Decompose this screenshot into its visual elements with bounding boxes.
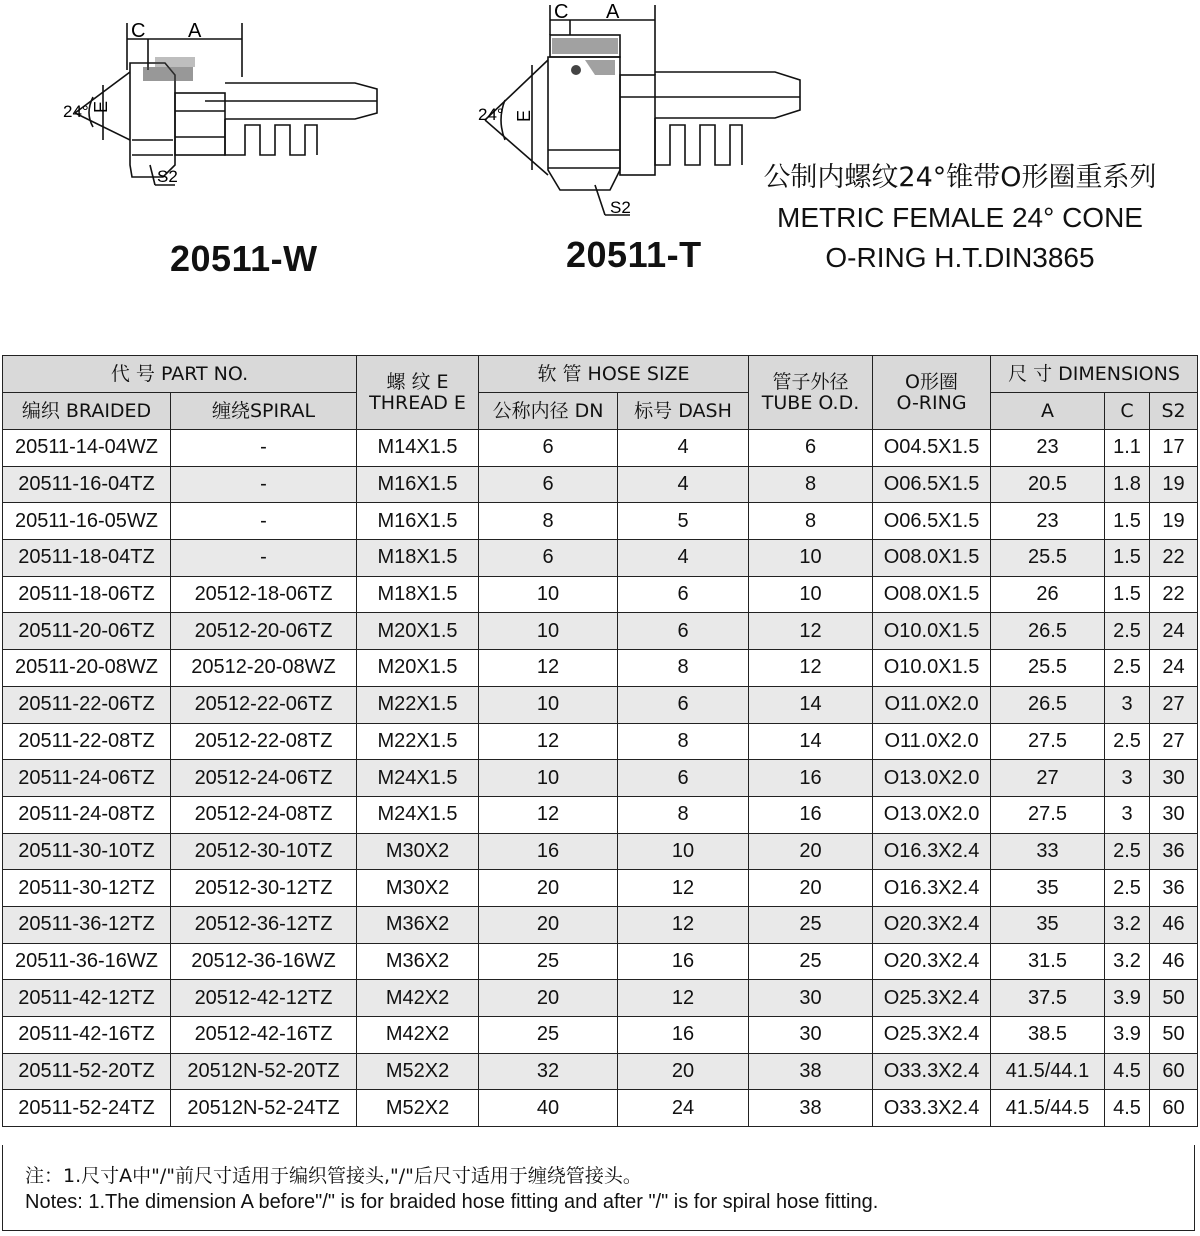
cell-s2: 17 <box>1150 430 1198 467</box>
header-dimensions: 尺 寸 DIMENSIONS <box>991 356 1198 393</box>
cell-thread: M52X2 <box>357 1090 479 1127</box>
cell-thread: M52X2 <box>357 1053 479 1090</box>
cell-braided: 20511-36-16WZ <box>3 943 171 980</box>
cell-dn: 6 <box>479 540 618 577</box>
cell-spiral: 20512-22-06TZ <box>171 686 357 723</box>
cell-oring: O13.0X2.0 <box>873 796 991 833</box>
table-row <box>3 760 1198 797</box>
cell-dn: 10 <box>479 613 618 650</box>
cell-s2: 19 <box>1150 503 1198 540</box>
cell-dash: 6 <box>618 686 749 723</box>
cell-braided: 20511-16-04TZ <box>3 466 171 503</box>
cell-a: 33 <box>991 833 1105 870</box>
cell-a: 23 <box>991 430 1105 467</box>
cell-a: 27.5 <box>991 796 1105 833</box>
cell-oring: O13.0X2.0 <box>873 760 991 797</box>
header-part-no: 代 号 PART NO. <box>3 356 357 393</box>
cell-thread: M30X2 <box>357 833 479 870</box>
cell-braided: 20511-20-06TZ <box>3 613 171 650</box>
cell-tube: 14 <box>749 723 873 760</box>
cell-spiral: - <box>171 430 357 467</box>
cell-c: 3.2 <box>1105 906 1150 943</box>
cell-a: 41.5/44.5 <box>991 1090 1105 1127</box>
cell-braided: 20511-18-06TZ <box>3 576 171 613</box>
cell-dash: 5 <box>618 503 749 540</box>
cell-a: 38.5 <box>991 1017 1105 1054</box>
cell-tube: 12 <box>749 650 873 687</box>
cell-oring: O04.5X1.5 <box>873 430 991 467</box>
cell-tube: 30 <box>749 1017 873 1054</box>
cell-s2: 36 <box>1150 833 1198 870</box>
cell-c: 3.9 <box>1105 980 1150 1017</box>
cell-thread: M24X1.5 <box>357 796 479 833</box>
cell-dash: 12 <box>618 870 749 907</box>
cell-braided: 20511-36-12TZ <box>3 906 171 943</box>
spec-table-body <box>3 430 1198 1127</box>
cell-oring: O08.0X1.5 <box>873 540 991 577</box>
cell-thread: M18X1.5 <box>357 576 479 613</box>
header-braided: 编织 BRAIDED <box>3 393 171 430</box>
cell-dn: 12 <box>479 650 618 687</box>
cell-oring: O25.3X2.4 <box>873 1017 991 1054</box>
cell-dn: 6 <box>479 430 618 467</box>
label-angle: 24° <box>478 105 504 124</box>
cell-oring: O33.3X2.4 <box>873 1090 991 1127</box>
cell-s2: 22 <box>1150 540 1198 577</box>
cell-dash: 12 <box>618 906 749 943</box>
cell-spiral: - <box>171 540 357 577</box>
header-oring <box>873 356 991 430</box>
cell-dn: 25 <box>479 1017 618 1054</box>
table-row <box>3 1053 1198 1090</box>
cell-dn: 6 <box>479 466 618 503</box>
cell-a: 25.5 <box>991 650 1105 687</box>
cell-oring: O20.3X2.4 <box>873 906 991 943</box>
cell-c: 2.5 <box>1105 723 1150 760</box>
label-a: A <box>606 1 620 23</box>
cell-spiral: 20512-24-06TZ <box>171 760 357 797</box>
header-hose-size: 软 管 HOSE SIZE <box>479 356 749 393</box>
cell-thread: M16X1.5 <box>357 503 479 540</box>
cell-s2: 22 <box>1150 576 1198 613</box>
cell-thread: M22X1.5 <box>357 723 479 760</box>
cell-spiral: 20512-30-12TZ <box>171 870 357 907</box>
label-s2: S2 <box>157 167 178 186</box>
cell-dn: 10 <box>479 576 618 613</box>
cell-c: 1.1 <box>1105 430 1150 467</box>
cell-a: 31.5 <box>991 943 1105 980</box>
cell-dash: 6 <box>618 760 749 797</box>
label-c: C <box>554 1 569 23</box>
cell-dash: 10 <box>618 833 749 870</box>
header-oring-en: O-RING <box>896 391 967 414</box>
cell-spiral: 20512-22-08TZ <box>171 723 357 760</box>
cell-braided: 20511-42-12TZ <box>3 980 171 1017</box>
cell-tube: 38 <box>749 1090 873 1127</box>
cell-oring: O16.3X2.4 <box>873 833 991 870</box>
cell-dash: 8 <box>618 650 749 687</box>
table-row <box>3 503 1198 540</box>
cell-c: 2.5 <box>1105 650 1150 687</box>
label-a: A <box>188 20 202 42</box>
cell-dash: 8 <box>618 723 749 760</box>
header-spiral: 缠绕SPIRAL <box>171 393 357 430</box>
cell-dash: 16 <box>618 943 749 980</box>
cell-spiral: - <box>171 466 357 503</box>
cell-thread: M24X1.5 <box>357 760 479 797</box>
cell-spiral: 20512N-52-20TZ <box>171 1053 357 1090</box>
cell-dash: 6 <box>618 613 749 650</box>
cell-oring: O11.0X2.0 <box>873 686 991 723</box>
cell-dash: 4 <box>618 540 749 577</box>
cell-oring: O33.3X2.4 <box>873 1053 991 1090</box>
cell-a: 41.5/44.1 <box>991 1053 1105 1090</box>
cell-spiral: 20512-42-16TZ <box>171 1017 357 1054</box>
cell-a: 37.5 <box>991 980 1105 1017</box>
cell-dn: 12 <box>479 723 618 760</box>
cell-dash: 24 <box>618 1090 749 1127</box>
cell-c: 3 <box>1105 760 1150 797</box>
cell-tube: 8 <box>749 503 873 540</box>
notes-box <box>2 1145 1195 1231</box>
cell-dash: 16 <box>618 1017 749 1054</box>
fitting-diagram-w <box>55 15 395 195</box>
cell-dash: 4 <box>618 430 749 467</box>
table-row <box>3 466 1198 503</box>
cell-thread: M36X2 <box>357 943 479 980</box>
header-dim-c: C <box>1105 393 1150 430</box>
header-thread-cn: 螺 纹 E <box>386 370 449 393</box>
cell-braided: 20511-52-24TZ <box>3 1090 171 1127</box>
cell-dash: 20 <box>618 1053 749 1090</box>
cell-braided: 20511-16-05WZ <box>3 503 171 540</box>
header-tube-en: TUBE O.D. <box>761 391 860 414</box>
cell-dn: 12 <box>479 796 618 833</box>
table-row <box>3 686 1198 723</box>
cell-c: 1.5 <box>1105 540 1150 577</box>
cell-c: 2.5 <box>1105 870 1150 907</box>
cell-c: 1.5 <box>1105 576 1150 613</box>
cell-spiral: - <box>171 503 357 540</box>
cell-thread: M14X1.5 <box>357 430 479 467</box>
cell-a: 23 <box>991 503 1105 540</box>
cell-c: 4.5 <box>1105 1053 1150 1090</box>
cell-spiral: 20512N-52-24TZ <box>171 1090 357 1127</box>
header-oring-cn: O形圈 <box>905 370 958 393</box>
table-row <box>3 906 1198 943</box>
cell-thread: M20X1.5 <box>357 613 479 650</box>
cell-s2: 27 <box>1150 723 1198 760</box>
cell-s2: 60 <box>1150 1090 1198 1127</box>
cell-braided: 20511-14-04WZ <box>3 430 171 467</box>
cell-thread: M42X2 <box>357 980 479 1017</box>
label-e: E <box>514 109 534 122</box>
cell-tube: 25 <box>749 943 873 980</box>
cell-c: 1.8 <box>1105 466 1150 503</box>
table-row <box>3 870 1198 907</box>
cell-dn: 10 <box>479 686 618 723</box>
cell-a: 35 <box>991 906 1105 943</box>
cell-tube: 20 <box>749 870 873 907</box>
header-thread-en: THREAD E <box>369 391 466 414</box>
note-en: Notes: 1.The dimension A before"/" is for braided hose fitting and after "/" is for spiral hose fitting. <box>25 1191 879 1213</box>
cell-dn: 10 <box>479 760 618 797</box>
cell-braided: 20511-52-20TZ <box>3 1053 171 1090</box>
cell-tube: 10 <box>749 540 873 577</box>
cell-tube: 16 <box>749 760 873 797</box>
cell-thread: M42X2 <box>357 1017 479 1054</box>
cell-a: 26 <box>991 576 1105 613</box>
cell-braided: 20511-30-12TZ <box>3 870 171 907</box>
cell-thread: M22X1.5 <box>357 686 479 723</box>
cell-thread: M16X1.5 <box>357 466 479 503</box>
cell-dash: 6 <box>618 576 749 613</box>
cell-braided: 20511-24-06TZ <box>3 760 171 797</box>
spec-table <box>2 355 1198 1127</box>
cell-tube: 6 <box>749 430 873 467</box>
table-row <box>3 613 1198 650</box>
table-row <box>3 540 1198 577</box>
cell-s2: 50 <box>1150 1017 1198 1054</box>
cell-c: 3.2 <box>1105 943 1150 980</box>
cell-tube: 14 <box>749 686 873 723</box>
cell-dash: 8 <box>618 796 749 833</box>
cell-oring: O16.3X2.4 <box>873 870 991 907</box>
cell-dn: 20 <box>479 870 618 907</box>
cell-spiral: 20512-36-12TZ <box>171 906 357 943</box>
cell-spiral: 20512-36-16WZ <box>171 943 357 980</box>
cell-tube: 38 <box>749 1053 873 1090</box>
table-row <box>3 650 1198 687</box>
cell-spiral: 20512-30-10TZ <box>171 833 357 870</box>
cell-tube: 30 <box>749 980 873 1017</box>
cell-c: 1.5 <box>1105 503 1150 540</box>
header-dn: 公称内径 DN <box>479 393 618 430</box>
cell-tube: 8 <box>749 466 873 503</box>
cell-tube: 10 <box>749 576 873 613</box>
label-c: C <box>131 20 146 42</box>
cell-braided: 20511-24-08TZ <box>3 796 171 833</box>
cell-c: 2.5 <box>1105 613 1150 650</box>
cell-oring: O06.5X1.5 <box>873 466 991 503</box>
cell-a: 25.5 <box>991 540 1105 577</box>
cell-c: 3 <box>1105 686 1150 723</box>
cell-dn: 16 <box>479 833 618 870</box>
cell-tube: 16 <box>749 796 873 833</box>
cell-c: 3 <box>1105 796 1150 833</box>
table-row <box>3 1017 1198 1054</box>
table-row <box>3 980 1198 1017</box>
cell-spiral: 20512-18-06TZ <box>171 576 357 613</box>
cell-dn: 40 <box>479 1090 618 1127</box>
series-title-en-1: METRIC FEMALE 24° CONE <box>777 202 1143 233</box>
cell-a: 35 <box>991 870 1105 907</box>
cell-s2: 46 <box>1150 906 1198 943</box>
cell-dash: 4 <box>618 466 749 503</box>
label-e: E <box>91 100 111 113</box>
cell-oring: O10.0X1.5 <box>873 650 991 687</box>
cell-s2: 50 <box>1150 980 1198 1017</box>
note-cn: 注：1.尺寸A中"/"前尺寸适用于编织管接头,"/"后尺寸适用于缠绕管接头。 <box>25 1165 642 1187</box>
cell-a: 20.5 <box>991 466 1105 503</box>
cell-braided: 20511-22-06TZ <box>3 686 171 723</box>
cell-a: 27.5 <box>991 723 1105 760</box>
cell-s2: 27 <box>1150 686 1198 723</box>
cell-oring: O11.0X2.0 <box>873 723 991 760</box>
table-row <box>3 576 1198 613</box>
cell-s2: 60 <box>1150 1053 1198 1090</box>
cell-a: 26.5 <box>991 613 1105 650</box>
model-label-t: 20511-T <box>566 234 702 275</box>
cell-s2: 30 <box>1150 796 1198 833</box>
cell-dn: 8 <box>479 503 618 540</box>
table-row <box>3 943 1198 980</box>
header-tube-cn: 管子外径 <box>772 370 849 393</box>
cell-dn: 25 <box>479 943 618 980</box>
cell-thread: M30X2 <box>357 870 479 907</box>
cell-oring: O20.3X2.4 <box>873 943 991 980</box>
cell-c: 3.9 <box>1105 1017 1150 1054</box>
table-row <box>3 796 1198 833</box>
cell-braided: 20511-20-08WZ <box>3 650 171 687</box>
cell-a: 27 <box>991 760 1105 797</box>
model-label-w: 20511-W <box>170 238 318 279</box>
cell-a: 26.5 <box>991 686 1105 723</box>
cell-spiral: 20512-20-06TZ <box>171 613 357 650</box>
cell-s2: 19 <box>1150 466 1198 503</box>
header-dim-s2: S2 <box>1150 393 1198 430</box>
table-row <box>3 1090 1198 1127</box>
cell-spiral: 20512-42-12TZ <box>171 980 357 1017</box>
cell-s2: 36 <box>1150 870 1198 907</box>
cell-s2: 30 <box>1150 760 1198 797</box>
label-angle: 24° <box>63 102 89 121</box>
cell-dash: 12 <box>618 980 749 1017</box>
table-row <box>3 833 1198 870</box>
cell-s2: 24 <box>1150 650 1198 687</box>
header-tube-od <box>749 356 873 430</box>
cell-tube: 20 <box>749 833 873 870</box>
series-title <box>720 158 1200 278</box>
table-row <box>3 723 1198 760</box>
cell-c: 4.5 <box>1105 1090 1150 1127</box>
series-title-en-2: O-RING H.T.DIN3865 <box>825 242 1095 273</box>
cell-oring: O06.5X1.5 <box>873 503 991 540</box>
cell-oring: O08.0X1.5 <box>873 576 991 613</box>
label-s2: S2 <box>610 198 631 217</box>
table-row <box>3 430 1198 467</box>
cell-braided: 20511-22-08TZ <box>3 723 171 760</box>
cell-c: 2.5 <box>1105 833 1150 870</box>
cell-thread: M36X2 <box>357 906 479 943</box>
series-title-cn: 公制内螺纹24°锥带O形圈重系列 <box>763 162 1157 193</box>
cell-spiral: 20512-24-08TZ <box>171 796 357 833</box>
header-dim-a: A <box>991 393 1105 430</box>
cell-thread: M20X1.5 <box>357 650 479 687</box>
cell-tube: 12 <box>749 613 873 650</box>
cell-dn: 20 <box>479 906 618 943</box>
cell-s2: 24 <box>1150 613 1198 650</box>
cell-dn: 20 <box>479 980 618 1017</box>
cell-s2: 46 <box>1150 943 1198 980</box>
cell-oring: O10.0X1.5 <box>873 613 991 650</box>
cell-thread: M18X1.5 <box>357 540 479 577</box>
cell-spiral: 20512-20-08WZ <box>171 650 357 687</box>
cell-tube: 25 <box>749 906 873 943</box>
header-thread <box>357 356 479 430</box>
cell-braided: 20511-30-10TZ <box>3 833 171 870</box>
header-dash: 标号 DASH <box>618 393 749 430</box>
cell-braided: 20511-42-16TZ <box>3 1017 171 1054</box>
cell-braided: 20511-18-04TZ <box>3 540 171 577</box>
cell-oring: O25.3X2.4 <box>873 980 991 1017</box>
cell-dn: 32 <box>479 1053 618 1090</box>
